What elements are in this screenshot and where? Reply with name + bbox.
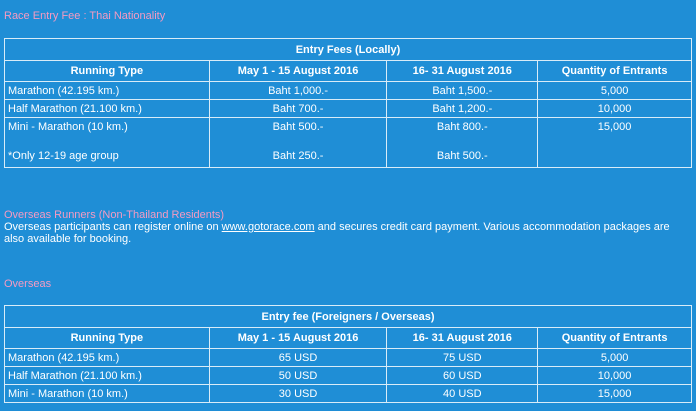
overseas-table-title: Entry fee (Foreigners / Overseas) [5, 306, 692, 328]
running-type-cell [5, 118, 210, 168]
table-row [5, 367, 692, 385]
late-fee: Baht 800.- [436, 121, 488, 133]
late-fee: 40 USD [387, 385, 538, 403]
table-row [5, 100, 692, 118]
table-row [5, 385, 692, 403]
quantity: 10,000 [538, 367, 692, 385]
overseas-heading: Overseas [4, 278, 52, 290]
running-type: Marathon (42.195 km.) [5, 349, 210, 367]
header-late-period: 16- 31 August 2016 [387, 61, 538, 82]
quantity: 10,000 [538, 100, 692, 118]
quantity: 5,000 [538, 82, 692, 100]
age-early-fee: Baht 250.- [272, 150, 324, 162]
late-fee: 75 USD [387, 349, 538, 367]
overseas-text-before: Overseas participants can register online on [4, 221, 222, 233]
late-fee: Baht 1,200.- [387, 100, 538, 118]
overseas-fee-table [4, 305, 692, 403]
early-fee: 65 USD [209, 349, 387, 367]
header-running-type: Running Type [5, 328, 210, 349]
header-late-period: 16- 31 August 2016 [387, 328, 538, 349]
quantity: 15,000 [538, 118, 692, 168]
table-row [5, 82, 692, 100]
running-type: Mini - Marathon (10 km.) [8, 121, 128, 133]
running-type: Mini - Marathon (10 km.) [5, 385, 210, 403]
header-early-period: May 1 - 15 August 2016 [209, 61, 387, 82]
header-early-period: May 1 - 15 August 2016 [209, 328, 387, 349]
age-late-fee: Baht 500.- [436, 150, 488, 162]
table-row [5, 349, 692, 367]
early-fee: Baht 500.- [272, 121, 324, 133]
running-type: Half Marathon (21.100 km.) [5, 100, 210, 118]
age-note: *Only 12-19 age group [8, 150, 119, 162]
running-type: Marathon (42.195 km.) [5, 82, 210, 100]
header-quantity: Quantity of Entrants [538, 61, 692, 82]
early-fee: 30 USD [209, 385, 387, 403]
late-fee: Baht 1,500.- [387, 82, 538, 100]
table-row [5, 118, 692, 168]
early-fee: 50 USD [209, 367, 387, 385]
header-running-type: Running Type [5, 61, 210, 82]
thai-heading: Race Entry Fee : Thai Nationality [4, 10, 166, 22]
quantity: 15,000 [538, 385, 692, 403]
early-fee: Baht 700.- [209, 100, 387, 118]
thai-fee-table [4, 38, 692, 168]
gotorace-link[interactable]: www.gotorace.com [221, 221, 315, 233]
running-type: Half Marathon (21.100 km.) [5, 367, 210, 385]
early-fee-cell [209, 118, 387, 168]
overseas-info-text [4, 221, 692, 245]
early-fee: Baht 1,000.- [209, 82, 387, 100]
overseas-info-heading: Overseas Runners (Non-Thailand Residents) [4, 209, 225, 221]
late-fee: 60 USD [387, 367, 538, 385]
thai-table-title: Entry Fees (Locally) [5, 39, 692, 61]
overseas-text-after: and secures credit card payment. Various accommodation packages are also available for booking. [4, 221, 670, 245]
quantity: 5,000 [538, 349, 692, 367]
overseas-info [4, 209, 692, 245]
late-fee-cell [387, 118, 538, 168]
header-quantity: Quantity of Entrants [538, 328, 692, 349]
